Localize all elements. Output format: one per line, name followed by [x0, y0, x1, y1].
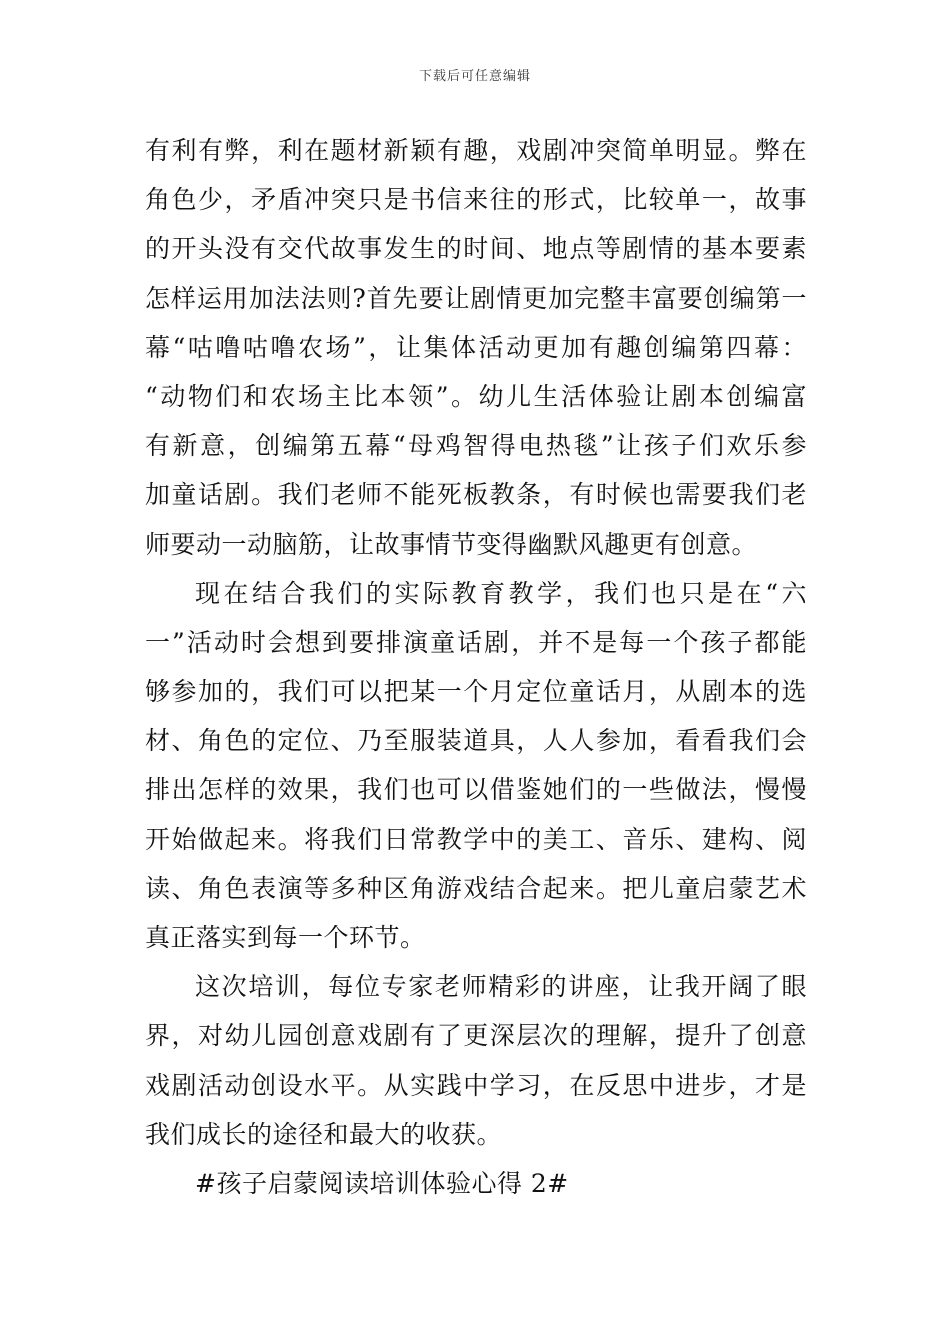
paragraph-3-line-4: 我们成长的途径和最大的收获。	[145, 1119, 503, 1149]
paragraph-2-line-3: 够参加的，我们可以把某一个月定位童话月，从剧本的选	[145, 677, 807, 707]
paragraph-2-line-8: 真正落实到每一个环节。	[145, 923, 426, 952]
paragraph-1-line-4: 怎样运用加法法则?首先要让剧情更加完整丰富要创编第一	[145, 283, 807, 313]
paragraph-2-line-4: 材、角色的定位、乃至服装道具，人人参加，看看我们会	[145, 726, 807, 756]
paragraph-2-line-7: 读、角色表演等多种区角游戏结合起来。把儿童启蒙艺术	[145, 873, 807, 903]
paragraph-3-line-2: 界，对幼儿园创意戏剧有了更深层次的理解，提升了创意	[145, 1021, 807, 1051]
document-body	[145, 126, 807, 1208]
section-heading: #孩子启蒙阅读培训体验心得 2#	[195, 1168, 569, 1198]
paragraph-1-line-9: 师要动一动脑筋，让故事情节变得幽默风趣更有创意。	[145, 529, 758, 559]
paragraph-2-line-5: 排出怎样的效果，我们也可以借鉴她们的一些做法，慢慢	[145, 775, 807, 805]
paragraph-3-line-1: 这次培训，每位专家老师精彩的讲座，让我开阔了眼	[195, 972, 807, 1002]
paragraph-1-line-2: 角色少，矛盾冲突只是书信来往的形式，比较单一，故事	[145, 185, 807, 215]
paragraph-3-line-3: 戏剧活动创设水平。从实践中学习，在反思中进步，才是	[145, 1070, 807, 1100]
paragraph-1-line-1: 有利有弊，利在题材新颖有趣，戏剧冲突简单明显。弊在	[145, 136, 807, 165]
page-header: 下载后可任意编辑	[418, 69, 531, 84]
paragraph-1-line-6: “动物们和农场主比本领”。幼儿生活体验让剧本创编富	[145, 381, 807, 411]
paragraph-2-line-2: 一”活动时会想到要排演童话剧，并不是每一个孩子都能	[145, 627, 807, 657]
paragraph-2-line-6: 开始做起来。将我们日常教学中的美工、音乐、建构、阅	[145, 824, 807, 854]
paragraph-2-line-1: 现在结合我们的实际教育教学，我们也只是在“六	[195, 578, 807, 608]
paragraph-1-line-7: 有新意，创编第五幕“母鸡智得电热毯”让孩子们欢乐参	[145, 431, 807, 461]
paragraph-1-line-3: 的开头没有交代故事发生的时间、地点等剧情的基本要素	[145, 234, 807, 264]
paragraph-1-line-5: 幕“咕噜咕噜农场”，让集体活动更加有趣创编第四幕：	[145, 332, 807, 362]
paragraph-1-line-8: 加童话剧。我们老师不能死板教条，有时候也需要我们老	[145, 480, 807, 510]
